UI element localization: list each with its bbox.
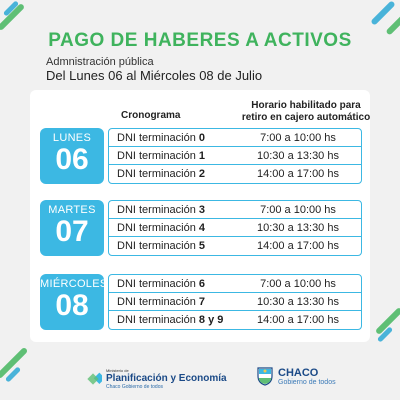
day-number: 06 — [55, 143, 89, 176]
decorative-stripe — [370, 0, 395, 25]
ministry-logo — [84, 368, 227, 390]
ministry-name: Planificación y Economía — [106, 373, 227, 384]
table-row — [109, 275, 361, 293]
page-subtitle: Admnistración pública — [46, 56, 154, 68]
column-header-hours-line1: Horario habilitado para — [251, 100, 361, 111]
ministry-logo-icon — [84, 370, 102, 388]
date-range: Del Lunes 06 al Miércoles 08 de Julio — [46, 68, 263, 83]
day-badge-wednesday — [40, 274, 108, 330]
hours-value: 14:00 a 17:00 hs — [257, 240, 339, 252]
day-badge-tuesday — [40, 200, 104, 256]
dni-label: DNI terminación 2 — [117, 168, 206, 180]
table-row — [109, 147, 361, 165]
dni-label: DNI terminación 7 — [117, 295, 206, 308]
hours-value: 7:00 a 10:00 hs — [260, 131, 336, 144]
table-row — [109, 201, 361, 219]
table-row — [109, 311, 361, 329]
dni-label: DNI terminación 4 — [117, 221, 206, 234]
day-name: MARTES — [48, 204, 96, 216]
day-number: 07 — [55, 215, 89, 248]
day-rows-monday — [108, 128, 362, 184]
hours-value: 7:00 a 10:00 hs — [260, 203, 336, 216]
chaco-shield-icon — [256, 366, 274, 386]
dni-label: DNI terminación 6 — [117, 277, 206, 290]
hours-value: 10:30 a 13:30 hs — [257, 295, 339, 308]
hours-value: 10:30 a 13:30 hs — [257, 149, 339, 162]
day-rows-tuesday — [108, 200, 362, 256]
chaco-subtitle: Gobierno de todos — [278, 378, 336, 386]
dni-label: DNI terminación 8 y 9 — [117, 314, 224, 326]
page-title: PAGO DE HABERES A ACTIVOS — [48, 30, 352, 51]
dni-label: DNI terminación 0 — [117, 131, 206, 144]
dni-label: DNI terminación 5 — [117, 240, 206, 252]
column-header-hours-line2: retiro en cajero automático — [241, 112, 371, 123]
column-header-hours — [240, 100, 372, 124]
table-row — [109, 165, 361, 183]
dni-label: DNI terminación 1 — [117, 149, 206, 162]
day-rows-wednesday — [108, 274, 362, 330]
ministry-prefix: Ministerio de — [106, 368, 129, 373]
day-number: 08 — [55, 289, 89, 322]
table-row — [109, 293, 361, 311]
table-row — [109, 129, 361, 147]
chaco-name: CHACO — [278, 366, 319, 379]
day-name: LUNES — [52, 132, 92, 144]
hours-value: 14:00 a 17:00 hs — [257, 168, 339, 180]
column-header-schedule: Cronograma — [121, 110, 181, 121]
ministry-subtitle: Chaco Gobierno de todos — [106, 384, 163, 390]
day-badge-monday — [40, 128, 104, 184]
table-row — [109, 219, 361, 237]
hours-value: 14:00 a 17:00 hs — [257, 314, 339, 326]
hours-value: 7:00 a 10:00 hs — [260, 277, 336, 290]
chaco-logo — [256, 366, 336, 386]
hours-value: 10:30 a 13:30 hs — [257, 221, 339, 234]
day-name: MIÉRCOLES — [40, 278, 108, 290]
dni-label: DNI terminación 3 — [117, 203, 206, 216]
table-row — [109, 237, 361, 255]
